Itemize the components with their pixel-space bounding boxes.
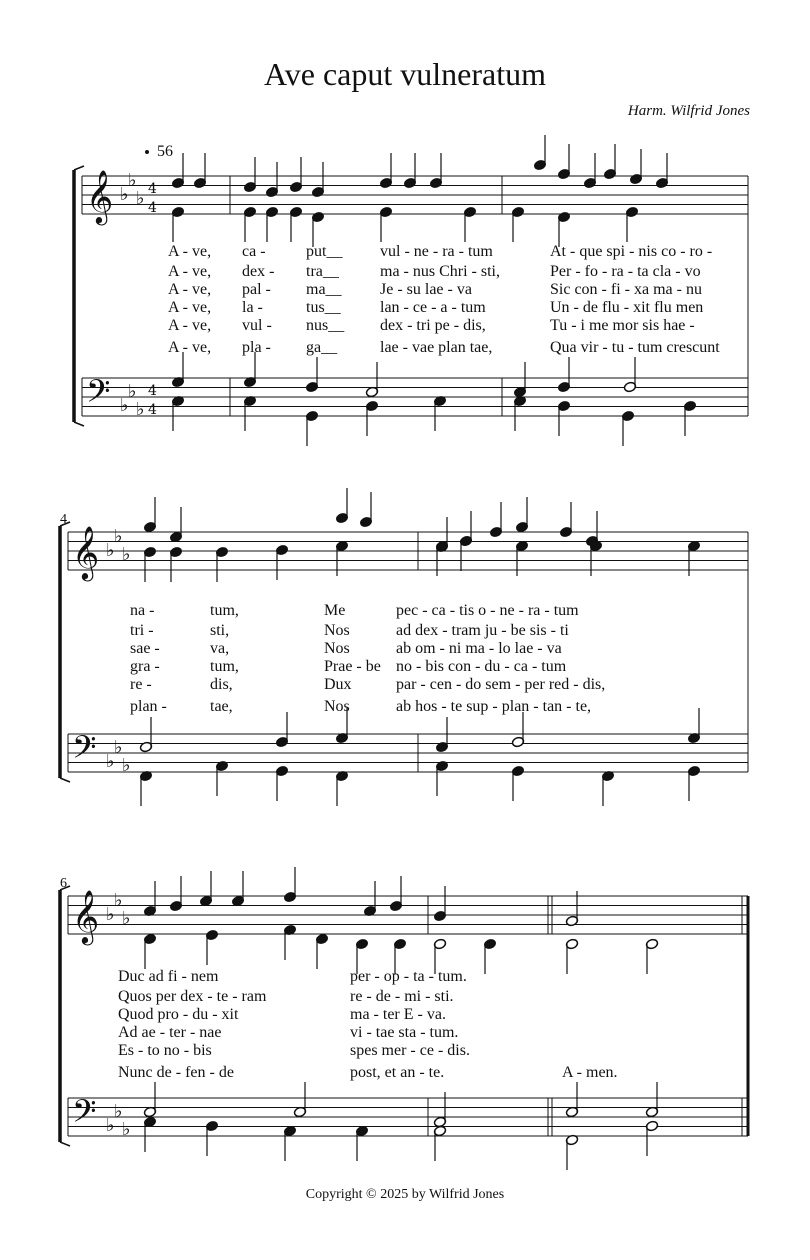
lyric-syllable: dis, xyxy=(210,676,233,693)
flat-icon: ♭ xyxy=(114,526,123,547)
flat-icon: ♭ xyxy=(122,544,131,565)
time-signature-top: 4 xyxy=(148,383,157,399)
lyric-syllable: per - op - ta - tum. xyxy=(350,968,467,985)
lyric-syllable: post, et an - te. xyxy=(350,1064,445,1081)
lyric-syllable: Un - de flu - xit flu men xyxy=(550,299,704,316)
lyric-syllable: vi - tae sta - tum. xyxy=(350,1024,459,1041)
staff-line xyxy=(74,422,84,426)
lyric-syllable: A - ve, xyxy=(168,299,212,316)
lyric-syllable: put__ xyxy=(306,243,343,260)
lyric-syllable: A - men. xyxy=(562,1064,618,1081)
lyric-syllable: gra - xyxy=(130,658,160,675)
treble-clef-icon: 𝄞 xyxy=(72,525,100,579)
copyright-notice: Copyright © 2025 by Wilfrid Jones xyxy=(305,1187,505,1202)
lyric-syllable: ma__ xyxy=(306,281,342,298)
flat-icon: ♭ xyxy=(114,890,123,911)
lyric-syllable: va, xyxy=(210,640,230,657)
flat-icon: ♭ xyxy=(120,395,129,416)
lyric-syllable: nus__ xyxy=(306,317,345,334)
lyric-syllable: tus__ xyxy=(306,299,341,316)
lyric-syllable: pec - ca - tis o - ne - ra - tum xyxy=(396,602,579,619)
flat-icon: ♭ xyxy=(122,908,131,929)
lyric-syllable: no - bis con - du - ca - tum xyxy=(396,658,567,675)
lyric-syllable: Nos xyxy=(324,622,350,639)
lyric-syllable: Quos per dex - te - ram xyxy=(118,988,267,1005)
bass-clef-icon: 𝄢 xyxy=(72,1093,97,1137)
lyric-syllable: vul - xyxy=(242,317,272,334)
lyric-syllable: sti, xyxy=(210,622,230,639)
lyric-syllable: A - ve, xyxy=(168,263,212,280)
lyric-syllable: Prae - be xyxy=(324,658,381,675)
lyric-syllable: tae, xyxy=(210,698,233,715)
lyric-syllable: dex - tri pe - dis, xyxy=(380,317,486,334)
lyric-syllable: Tu - i me mor sis hae - xyxy=(550,317,695,334)
lyric-syllable: A - ve, xyxy=(168,281,212,298)
staff-line xyxy=(60,886,70,890)
lyric-syllable: A - ve, xyxy=(168,317,212,334)
lyric-syllable: plan - xyxy=(130,698,167,715)
tempo-value: 56 xyxy=(157,143,173,160)
lyric-syllable: tum, xyxy=(210,658,239,675)
lyric-syllable: ab hos - te sup - plan - tan - te, xyxy=(396,698,592,715)
flat-icon: ♭ xyxy=(106,904,115,925)
lyric-syllable: Per - fo - ra - ta cla - vo xyxy=(550,263,701,280)
staff-line xyxy=(60,522,70,526)
time-signature-bottom: 4 xyxy=(148,402,157,418)
lyric-syllable: ca - xyxy=(242,243,266,260)
lyric-syllable: tra__ xyxy=(306,263,339,280)
staff-line xyxy=(60,1142,70,1146)
lyric-syllable: Je - su lae - va xyxy=(380,281,472,298)
lyric-syllable: tum, xyxy=(210,602,239,619)
lyric-syllable: ab om - ni ma - lo lae - va xyxy=(396,640,562,657)
lyric-syllable: sae - xyxy=(130,640,160,657)
flat-icon: ♭ xyxy=(114,1101,123,1122)
lyric-syllable: Qua vir - tu - tum crescunt xyxy=(550,339,720,356)
lyric-syllable: la - xyxy=(242,299,263,316)
bass-clef-icon: 𝄢 xyxy=(72,729,97,773)
lyric-syllable: Quod pro - du - xit xyxy=(118,1006,239,1023)
flat-icon: ♭ xyxy=(106,751,115,772)
lyric-syllable: Ad ae - ter - nae xyxy=(118,1024,222,1041)
lyric-syllable: Me xyxy=(324,602,346,619)
flat-icon: ♭ xyxy=(106,1115,115,1136)
lyric-syllable: re - xyxy=(130,676,152,693)
lyric-syllable: Dux xyxy=(324,676,352,693)
measure-number: 6 xyxy=(60,876,67,891)
lyric-syllable: ma - ter E - va. xyxy=(350,1006,446,1023)
lyric-syllable: re - de - mi - sti. xyxy=(350,988,454,1005)
lyric-syllable: Sic con - fi - xa ma - nu xyxy=(550,281,702,298)
lyric-syllable: ga__ xyxy=(306,339,338,356)
flat-icon: ♭ xyxy=(106,540,115,561)
lyric-syllable: lae - vae plan tae, xyxy=(380,339,493,356)
flat-icon: ♭ xyxy=(114,737,123,758)
lyric-syllable: pla - xyxy=(242,339,271,356)
lyric-syllable: lan - ce - a - tum xyxy=(380,299,486,316)
flat-icon: ♭ xyxy=(128,381,137,402)
lyric-syllable: Nos xyxy=(324,640,350,657)
flat-icon: ♭ xyxy=(136,188,145,209)
lyric-syllable: Duc ad fi - nem xyxy=(118,968,219,985)
lyric-syllable: Nos xyxy=(324,698,350,715)
treble-clef-icon: 𝄞 xyxy=(86,169,114,223)
lyric-syllable: Nunc de - fen - de xyxy=(118,1064,234,1081)
flat-icon: ♭ xyxy=(128,170,137,191)
bass-clef-icon: 𝄢 xyxy=(86,373,111,417)
staff-line xyxy=(60,778,70,782)
lyric-syllable: spes mer - ce - dis. xyxy=(350,1042,470,1059)
flat-icon: ♭ xyxy=(122,1119,131,1140)
lyric-syllable: ad dex - tram ju - be sis - ti xyxy=(396,622,569,639)
measure-number: 4 xyxy=(60,512,67,527)
lyric-syllable: par - cen - do sem - per red - dis, xyxy=(396,676,606,693)
lyric-syllable: At - que spi - nis co - ro - xyxy=(550,243,713,260)
time-signature-bottom: 4 xyxy=(148,200,157,216)
staff-line xyxy=(74,166,84,170)
flat-icon: ♭ xyxy=(120,184,129,205)
flat-icon: ♭ xyxy=(122,755,131,776)
harmonization-credit: Harm. Wilfrid Jones xyxy=(627,103,750,119)
lyric-syllable: pal - xyxy=(242,281,271,298)
lyric-syllable: A - ve, xyxy=(168,243,212,260)
treble-clef-icon: 𝄞 xyxy=(72,889,100,943)
time-signature-top: 4 xyxy=(148,181,157,197)
lyric-syllable: tri - xyxy=(130,622,154,639)
lyric-syllable: dex - xyxy=(242,263,275,280)
lyric-syllable: na - xyxy=(130,602,155,619)
lyric-syllable: vul - ne - ra - tum xyxy=(380,243,493,260)
lyric-syllable: Es - to no - bis xyxy=(118,1042,212,1059)
page-title: Ave caput vulneratum xyxy=(264,56,546,92)
flat-icon: ♭ xyxy=(136,399,145,420)
lyric-syllable: ma - nus Chri - sti, xyxy=(380,263,500,280)
lyric-syllable: A - ve, xyxy=(168,339,212,356)
